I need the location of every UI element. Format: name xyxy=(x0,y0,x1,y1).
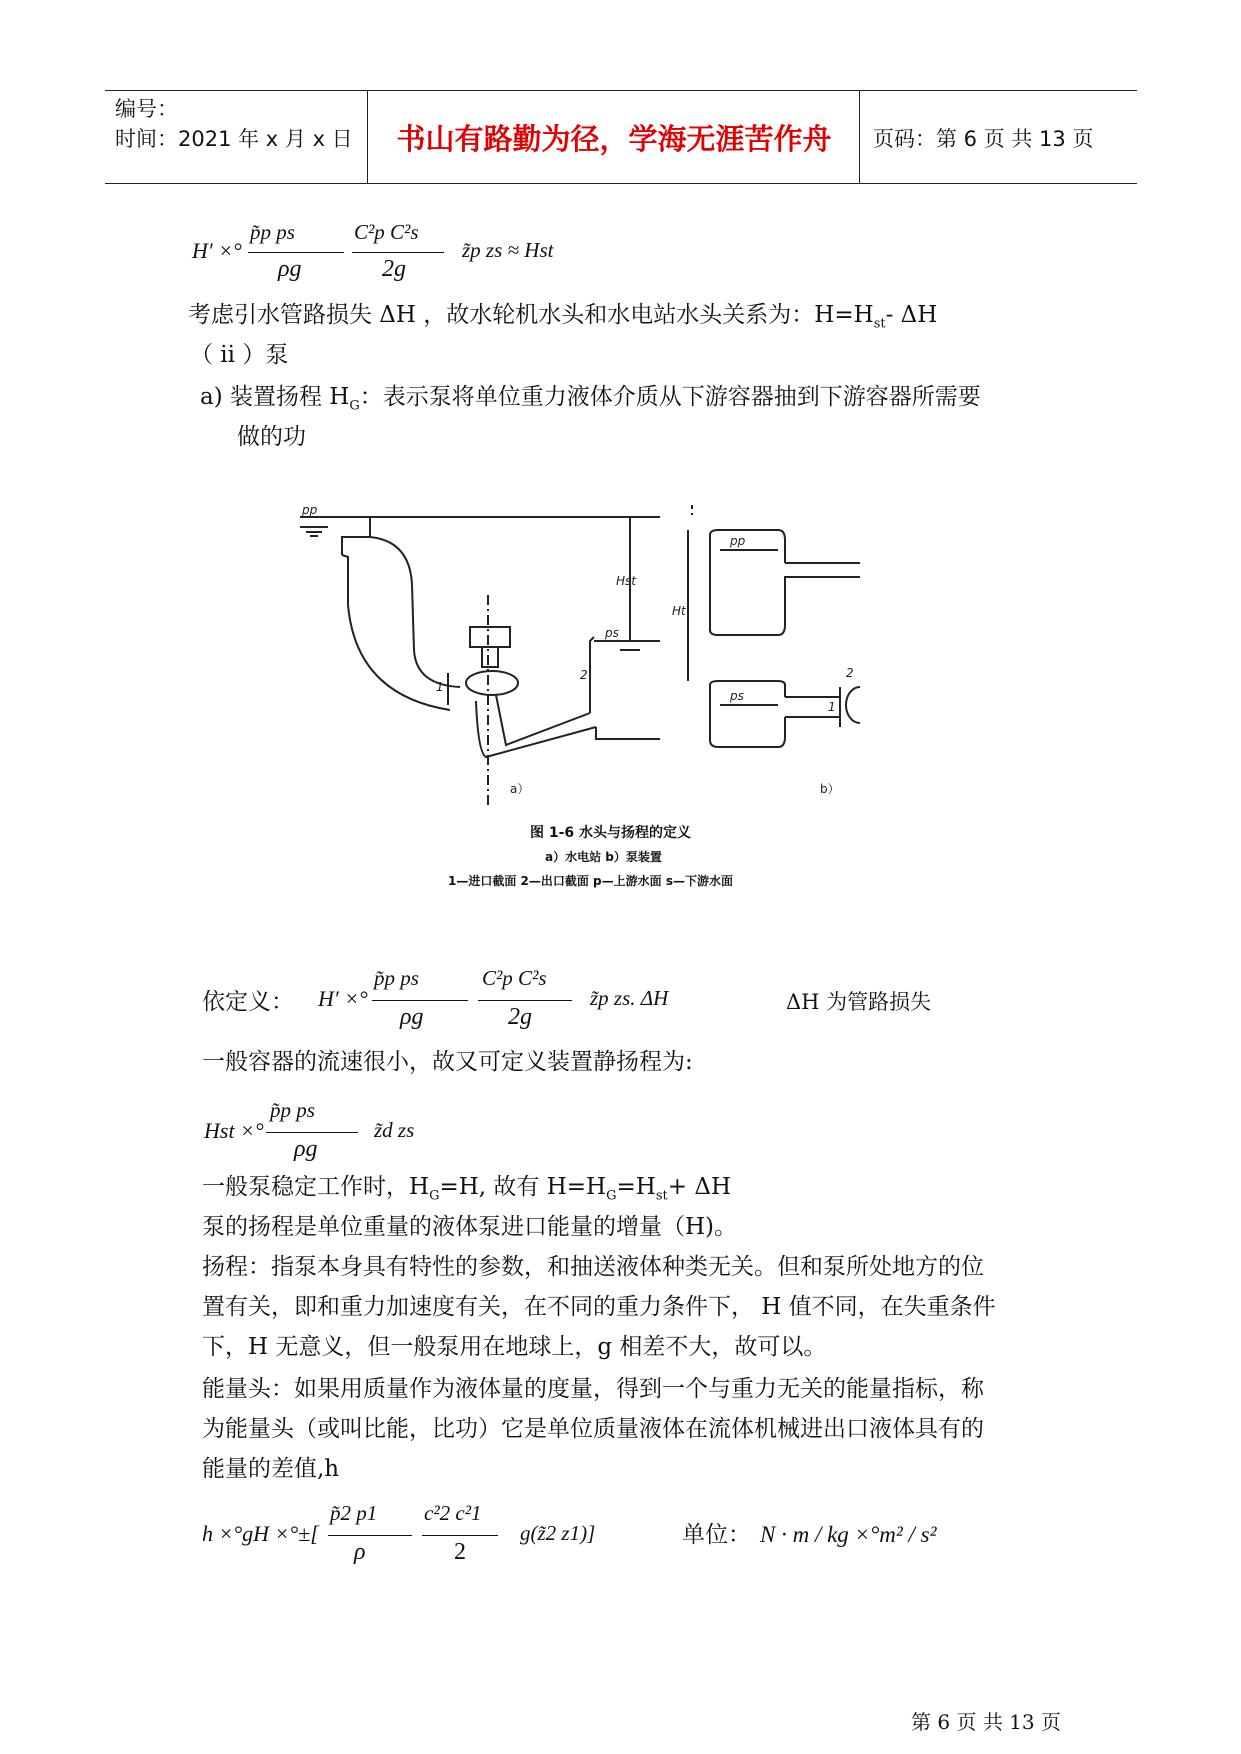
formula-numerator: p̃p ps xyxy=(250,220,295,244)
formula-lhs: H′ ×° xyxy=(318,986,368,1011)
fraction-bar xyxy=(248,252,344,253)
section-heading: （ ii ）泵 xyxy=(190,342,289,368)
header-meta xyxy=(115,94,353,154)
text-line: 扬程：指泵本身具有特性的参数，和抽送液体种类无关。但和泵所处地方的位 xyxy=(202,1254,984,1280)
page-header xyxy=(105,90,1137,184)
formula-pump-head xyxy=(318,958,778,1038)
text-note: ΔH 为管路损失 xyxy=(786,990,932,1014)
text-line xyxy=(202,1172,731,1212)
subscript: G xyxy=(349,398,360,414)
formula-denominator: ρ xyxy=(354,1539,366,1565)
formula-denominator: ρg xyxy=(294,1136,318,1162)
formula-numerator: p̃2 p1 xyxy=(330,1501,378,1525)
fraction-bar xyxy=(372,1000,468,1001)
formula-tail: g(z̃2 z1)] xyxy=(520,1521,596,1545)
text-label: 依定义： xyxy=(202,989,294,1015)
figure-caption-legend: 1—进口截面 2—出口截面 p—上游水面 s—下游水面 xyxy=(448,874,733,888)
header-number-label: 编号： xyxy=(115,97,178,121)
text-line: 一般容器的流速很小，故又可定义装置静扬程为: xyxy=(202,1049,693,1075)
figure-head-definition xyxy=(300,505,860,805)
fraction-bar xyxy=(328,1535,412,1536)
text-span: ：表示泵将单位重力液体介质从下游容器抽到下游容器所需要 xyxy=(359,384,981,410)
figure-label: pp xyxy=(730,534,746,548)
subscript: st xyxy=(873,316,886,332)
header-motto: 书山有路勤为径，学海无涯苦作舟 xyxy=(396,122,832,156)
header-divider xyxy=(859,91,860,183)
formula-lhs: Hst ×° xyxy=(204,1118,264,1143)
formula-denominator: ρg xyxy=(400,1004,424,1030)
text-span: 一般泵稳定工作时，H xyxy=(202,1174,430,1200)
figure-label: ps xyxy=(605,626,619,640)
text-line: 下，H 无意义，但一般泵用在地球上，g 相差不大，故可以。 xyxy=(202,1334,827,1360)
formula-numerator: C²p C²s xyxy=(482,966,547,990)
header-divider xyxy=(367,91,368,183)
figure-caption-sub: a）水电站 b）泵装置 xyxy=(545,850,662,864)
formula-numerator: c²2 c²1 xyxy=(424,1501,482,1525)
figure-label: b） xyxy=(820,782,840,796)
text-line: 做的功 xyxy=(237,424,306,450)
formula-numerator: p̃p ps xyxy=(270,1098,315,1122)
formula-denominator: 2g xyxy=(508,1004,532,1030)
formula-denominator: 2g xyxy=(382,256,406,282)
fraction-bar xyxy=(266,1132,358,1133)
formula-tail: z̃p zs. ΔH xyxy=(590,986,669,1010)
unit-label: 单位： xyxy=(682,1522,751,1548)
text-line: 置有关，即和重力加速度有关，在不同的重力条件下， H 值不同，在失重条件 xyxy=(202,1294,996,1320)
fraction-bar xyxy=(422,1535,498,1536)
figure-label: 1 xyxy=(436,680,444,694)
header-page-number: 页码：第 6 页 共 13 页 xyxy=(873,127,1094,151)
text-line: 泵的扬程是单位重量的液体泵进口能量的增量（H)。 xyxy=(202,1214,738,1240)
text-span: =H xyxy=(616,1174,656,1200)
text-span: =H, 故有 H=H xyxy=(439,1174,607,1200)
formula-lhs: H′ ×° xyxy=(192,238,242,263)
text-span: - ΔH xyxy=(885,302,938,328)
subscript: st xyxy=(655,1188,668,1204)
fraction-bar xyxy=(352,252,444,253)
formula-lhs: h ×°gH ×°±[ xyxy=(202,1521,319,1546)
text-line: 能量头：如果用质量作为液体量的度量，得到一个与重力无关的能量指标，称 xyxy=(202,1376,984,1402)
text-line xyxy=(188,300,937,340)
formula-static-head xyxy=(204,1092,504,1172)
subscript: G xyxy=(606,1188,617,1204)
header-time-label: 时间：2021 年 x 月 x 日 xyxy=(115,127,353,151)
figure-label: 2 xyxy=(846,666,854,680)
list-item xyxy=(200,382,981,422)
figure-label: ps xyxy=(730,689,744,703)
text-span: a) 装置扬程 H xyxy=(200,384,350,410)
text-span: + ΔH xyxy=(667,1174,731,1200)
text-span: 考虑引水管路损失 ΔH ，故水轮机水头和水电站水头关系为：H=H xyxy=(188,302,874,328)
figure-caption-title: 图 1-6 水头与扬程的定义 xyxy=(530,825,692,841)
figure-label: a） xyxy=(510,782,530,796)
formula-turbine-head xyxy=(192,212,612,292)
text-line: 能量的差值,h xyxy=(202,1456,340,1482)
formula-energy-head xyxy=(202,1495,642,1575)
text-line: 为能量头（或叫比能，比功）它是单位质量液体在流体机械进出口液体具有的 xyxy=(202,1416,984,1442)
figure-label: 2 xyxy=(580,668,588,682)
fraction-bar xyxy=(478,1000,572,1001)
formula-tail: z̃p zs ≈ Hst xyxy=(462,238,554,262)
formula-denominator: 2 xyxy=(454,1539,466,1565)
unit-value: N · m / kg ×°m² / s² xyxy=(760,1522,937,1547)
figure-label: Hst xyxy=(616,574,636,588)
page-footer: 第 6 页 共 13 页 xyxy=(911,1710,1061,1734)
formula-numerator: p̃p ps xyxy=(374,966,419,990)
figure-label: 1 xyxy=(828,700,836,714)
formula-tail: z̃d zs xyxy=(374,1118,415,1142)
formula-numerator: C²p C²s xyxy=(354,220,419,244)
subscript: G xyxy=(429,1188,440,1204)
formula-denominator: ρg xyxy=(278,256,302,282)
figure-label: pp xyxy=(302,505,318,517)
figure-label: Ht xyxy=(672,604,686,618)
